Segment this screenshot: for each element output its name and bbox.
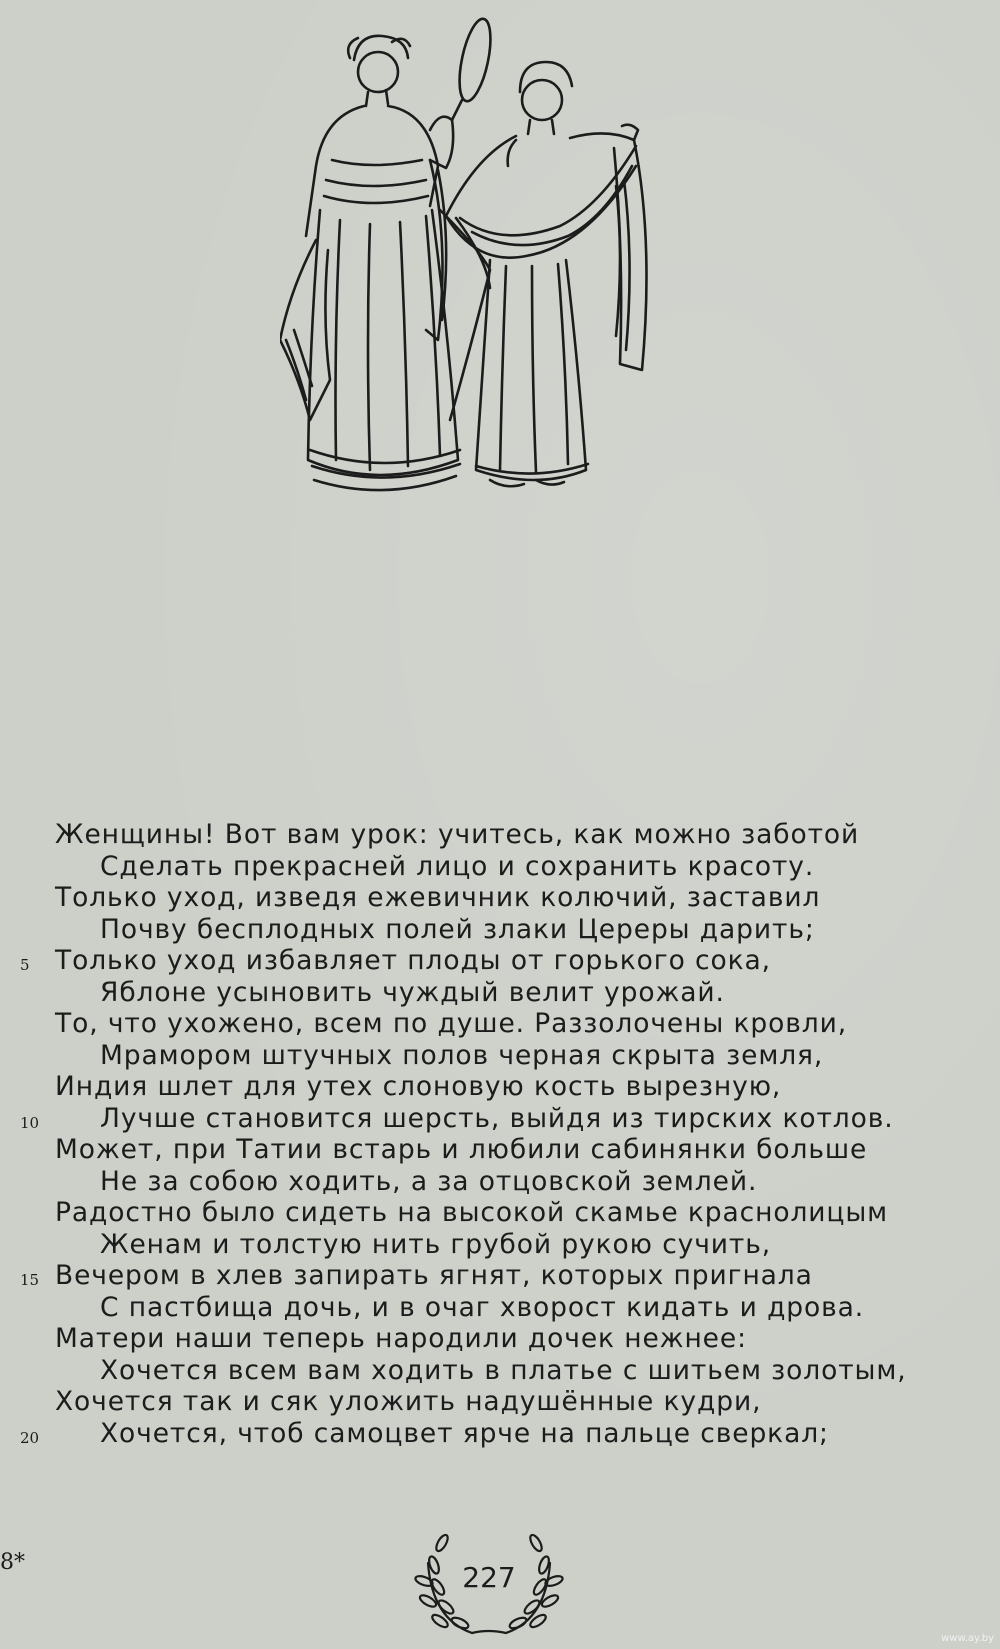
- two-women-illustration: [280, 10, 690, 515]
- poem-line-text: Хочется, чтоб самоцвет ярче на пальце сверкал;: [100, 1417, 829, 1449]
- signature-mark: 8*: [0, 1550, 25, 1575]
- poem-line-text: Не за собою ходить, а за отцовской землей.: [100, 1165, 758, 1197]
- line-number: 20: [20, 1428, 40, 1447]
- poem-line-text: Индия шлет для утех слоновую кость вырезную,: [55, 1071, 782, 1102]
- poem-line-text: Почву бесплодных полей злаки Цереры дарить;: [100, 913, 815, 945]
- poem-line-text: Только уход избавляет плоды от горького сока,: [55, 945, 772, 976]
- poem-line-text: Может, при Татии встарь и любили сабинянки больше: [55, 1134, 868, 1165]
- poem-line-text: Женщины! Вот вам урок: учитесь, как можно заботой: [55, 819, 860, 850]
- poem-line-text: Только уход, изведя ежевичник колючий, заставил: [55, 882, 821, 913]
- poem-line-text: Вечером в хлев запирать ягнят, которых пригнала: [55, 1260, 813, 1291]
- poem-line-text: Матери наши теперь народили дочек нежнее:: [55, 1323, 747, 1354]
- poem-line-text: Лучше становится шерсть, выйдя из тирских котлов.: [100, 1102, 894, 1134]
- watermark: www.ay.by: [941, 1633, 994, 1644]
- page-number: 227: [462, 1561, 516, 1594]
- poem-line-text: С пастбища дочь, и в очаг хворост кидать и дрова.: [100, 1291, 865, 1323]
- poem-line-text: Радостно было сидеть на высокой скамье краснолицым: [55, 1197, 889, 1228]
- page-number-emblem: [414, 1525, 564, 1640]
- poem-line-text: Сделать прекрасней лицо и сохранить красоту.: [100, 850, 815, 882]
- poem-line-text: Мрамором штучных полов черная скрыта земля,: [100, 1039, 824, 1071]
- poem-line-text: Женам и толстую нить грубой рукою сучить,: [100, 1228, 772, 1260]
- poem-line-text: Яблоне усыновить чуждый велит урожай.: [100, 976, 725, 1008]
- poem-line-text: Хочется всем вам ходить в платье с шитьем золотым,: [100, 1354, 907, 1386]
- poem-line-text: То, что ухожено, всем по душе. Раззолочены кровли,: [55, 1008, 848, 1039]
- line-number: 5: [20, 956, 30, 974]
- line-number: 10: [20, 1113, 40, 1132]
- poem-line-text: Хочется так и сяк уложить надушённые кудри,: [55, 1386, 762, 1417]
- line-number: 15: [20, 1271, 40, 1289]
